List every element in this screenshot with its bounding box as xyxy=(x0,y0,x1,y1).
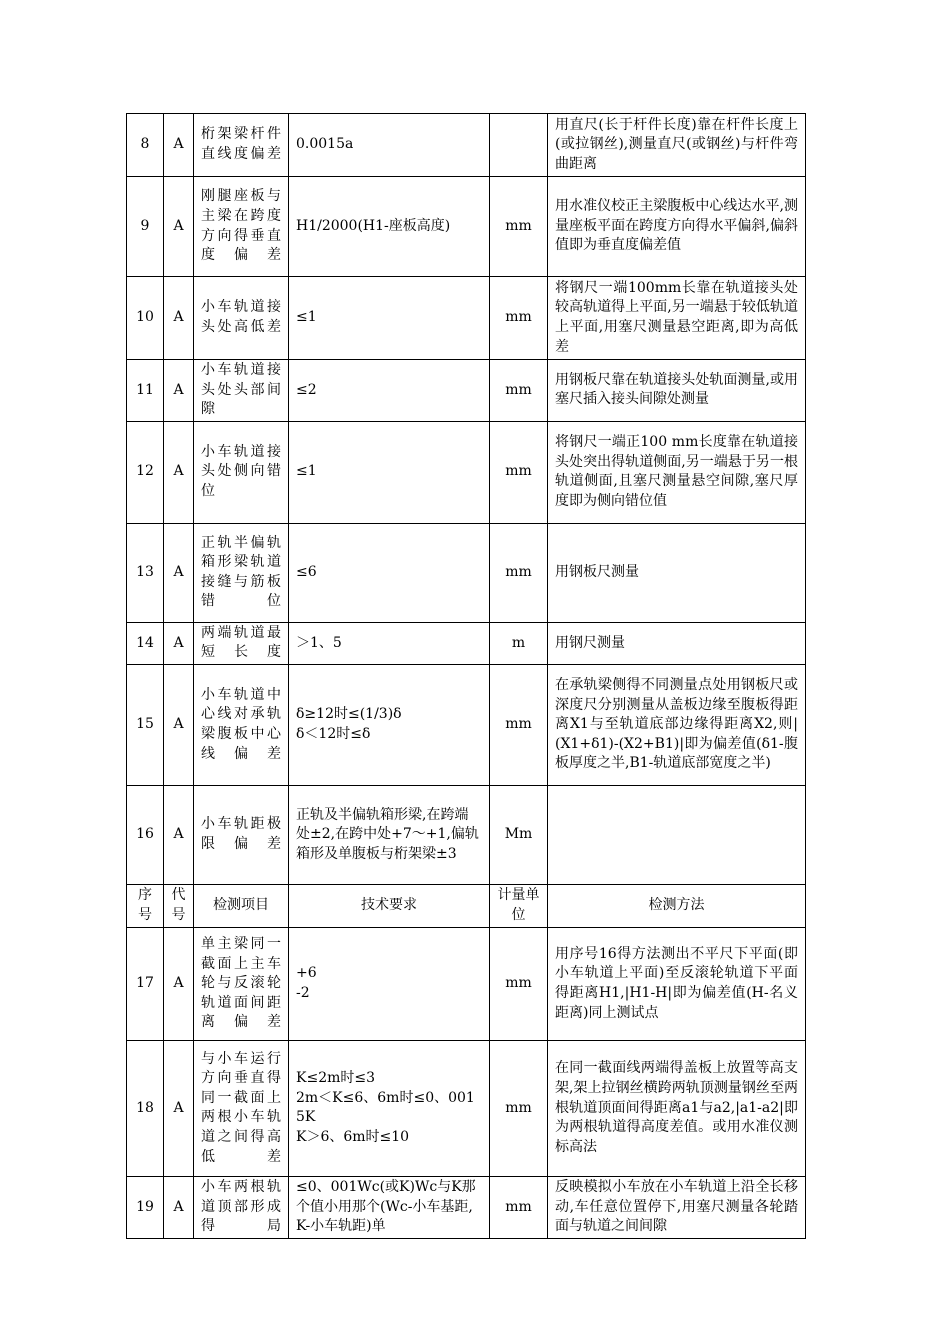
technical-requirement: 0.0015a xyxy=(289,114,490,177)
measurement-unit xyxy=(490,114,548,177)
inspection-method: 将钢尺一端100mm长靠在轨道接头处较高轨道得上平面,另一端悬于较低轨道上平面,用塞尺测量悬空距离,即为高低差 xyxy=(548,277,806,360)
inspection-method: 用钢板尺靠在轨道接头处轨面测量,或用塞尺插入接头间隙处测量 xyxy=(548,360,806,422)
technical-requirement: 正轨及半偏轨箱形梁,在跨端处±2,在跨中处+7～+1,偏轨箱形及单腹板与桁架梁±3 xyxy=(289,785,490,884)
row-number: 16 xyxy=(127,785,164,884)
header-method: 检测方法 xyxy=(548,884,806,927)
table-row xyxy=(127,664,806,785)
row-code: A xyxy=(164,277,194,360)
technical-requirement: ≤1 xyxy=(289,421,490,523)
inspection-item: 小车轨道接头处头部间隙 xyxy=(194,360,289,422)
header-no: 序号 xyxy=(127,884,164,927)
inspection-item: 桁架梁杆件直线度偏差 xyxy=(194,114,289,177)
measurement-unit: mm xyxy=(490,421,548,523)
technical-requirement: ≤1 xyxy=(289,277,490,360)
inspection-item: 单主梁同一截面上主车轮与反滚轮轨道面间距离偏差 xyxy=(194,927,289,1040)
row-number: 14 xyxy=(127,622,164,664)
inspection-method: 用水准仪校正主梁腹板中心线达水平,测量座板平面在跨度方向得水平偏斜,偏斜值即为垂直度偏差值 xyxy=(548,177,806,277)
row-code: A xyxy=(164,1040,194,1176)
row-number: 11 xyxy=(127,360,164,422)
header-unit: 计量单位 xyxy=(490,884,548,927)
measurement-unit: Mm xyxy=(490,785,548,884)
inspection-table xyxy=(126,113,806,1239)
measurement-unit: mm xyxy=(490,523,548,622)
inspection-item: 与小车运行方向垂直得同一截面上两根小车轨道之间得高低差 xyxy=(194,1040,289,1176)
row-number: 10 xyxy=(127,277,164,360)
measurement-unit: mm xyxy=(490,1040,548,1176)
inspection-method: 用钢板尺测量 xyxy=(548,523,806,622)
row-code: A xyxy=(164,1176,194,1238)
inspection-method: 在承轨梁侧得不同测量点处用钢板尺或深度尺分别测量从盖板边缘至腹板得距离X1与至轨道底部边缘得距离X2,则|(X1+δ1)-(X2+B1)|即为偏差值(δ1-腹板厚度之半,B1-轨道底部宽度之半) xyxy=(548,664,806,785)
row-code: A xyxy=(164,114,194,177)
row-number: 18 xyxy=(127,1040,164,1176)
inspection-method: 将钢尺一端正100 mm长度靠在轨道接头处突出得轨道侧面,另一端悬于另一根轨道侧面,且塞尺测量悬空间隙,塞尺厚度即为侧向错位值 xyxy=(548,421,806,523)
row-code: A xyxy=(164,664,194,785)
row-number: 12 xyxy=(127,421,164,523)
row-code: A xyxy=(164,927,194,1040)
measurement-unit: mm xyxy=(490,360,548,422)
table-row xyxy=(127,1040,806,1176)
header-item: 检测项目 xyxy=(194,884,289,927)
row-number: 15 xyxy=(127,664,164,785)
table-row xyxy=(127,523,806,622)
inspection-item: 正轨半偏轨箱形梁轨道接缝与筋板错位 xyxy=(194,523,289,622)
inspection-item: 刚腿座板与主梁在跨度方向得垂直度偏差 xyxy=(194,177,289,277)
table-row xyxy=(127,421,806,523)
inspection-item: 小车轨道接头处高低差 xyxy=(194,277,289,360)
row-code: A xyxy=(164,622,194,664)
technical-requirement: K≤2m时≤3 2m＜K≤6、6m时≤0、0015K K＞6、6m时≤10 xyxy=(289,1040,490,1176)
row-number: 8 xyxy=(127,114,164,177)
inspection-method: 在同一截面线两端得盖板上放置等高支架,架上拉钢丝横跨两轨顶测量钢丝至两根轨道顶面间得距离a1与a2,|a1-a2|即为两根轨道得高度差值。或用水准仪测标高法 xyxy=(548,1040,806,1176)
inspection-method: 用钢尺测量 xyxy=(548,622,806,664)
table-row xyxy=(127,927,806,1040)
table-row xyxy=(127,277,806,360)
row-number: 13 xyxy=(127,523,164,622)
inspection-method: 用直尺(长于杆件长度)靠在杆件长度上(或拉钢丝),测量直尺(或钢丝)与杆件弯曲距离 xyxy=(548,114,806,177)
table-row xyxy=(127,622,806,664)
inspection-method: 用序号16得方法测出不平尺下平面(即小车轨道上平面)至反滚轮轨道下平面得距离H1,|H1-H|即为偏差值(H-名义距离)同上测试点 xyxy=(548,927,806,1040)
inspection-item: 小车轨距极限偏差 xyxy=(194,785,289,884)
row-number: 17 xyxy=(127,927,164,1040)
table-row xyxy=(127,785,806,884)
inspection-item: 小车两根轨道顶部形成得局 xyxy=(194,1176,289,1238)
technical-requirement: +6 -2 xyxy=(289,927,490,1040)
header-code: 代号 xyxy=(164,884,194,927)
row-code: A xyxy=(164,523,194,622)
inspection-item: 两端轨道最短长度 xyxy=(194,622,289,664)
header-requirement: 技术要求 xyxy=(289,884,490,927)
measurement-unit: mm xyxy=(490,927,548,1040)
row-number: 9 xyxy=(127,177,164,277)
technical-requirement: ≤2 xyxy=(289,360,490,422)
row-code: A xyxy=(164,421,194,523)
technical-requirement: δ≥12时≤(1/3)δ δ＜12时≤δ xyxy=(289,664,490,785)
table-row xyxy=(127,360,806,422)
technical-requirement: ＞1、5 xyxy=(289,622,490,664)
technical-requirement: H1/2000(H1-座板高度) xyxy=(289,177,490,277)
measurement-unit: m xyxy=(490,622,548,664)
row-code: A xyxy=(164,785,194,884)
table-row xyxy=(127,1176,806,1238)
inspection-method xyxy=(548,785,806,884)
row-code: A xyxy=(164,177,194,277)
row-number: 19 xyxy=(127,1176,164,1238)
inspection-item: 小车轨道接头处侧向错位 xyxy=(194,421,289,523)
table-row xyxy=(127,114,806,177)
inspection-item: 小车轨道中心线对承轨梁腹板中心线偏差 xyxy=(194,664,289,785)
measurement-unit: mm xyxy=(490,177,548,277)
technical-requirement: ≤0、001Wc(或K)Wc与K那个值小用那个(Wc-小车基距,K-小车轨距)单 xyxy=(289,1176,490,1238)
table-row xyxy=(127,177,806,277)
measurement-unit: mm xyxy=(490,1176,548,1238)
table-header-row xyxy=(127,884,806,927)
measurement-unit: mm xyxy=(490,664,548,785)
row-code: A xyxy=(164,360,194,422)
technical-requirement: ≤6 xyxy=(289,523,490,622)
measurement-unit: mm xyxy=(490,277,548,360)
inspection-method: 反映模拟小车放在小车轨道上沿全长移动,车任意位置停下,用塞尺测量各轮踏面与轨道之间间隙 xyxy=(548,1176,806,1238)
